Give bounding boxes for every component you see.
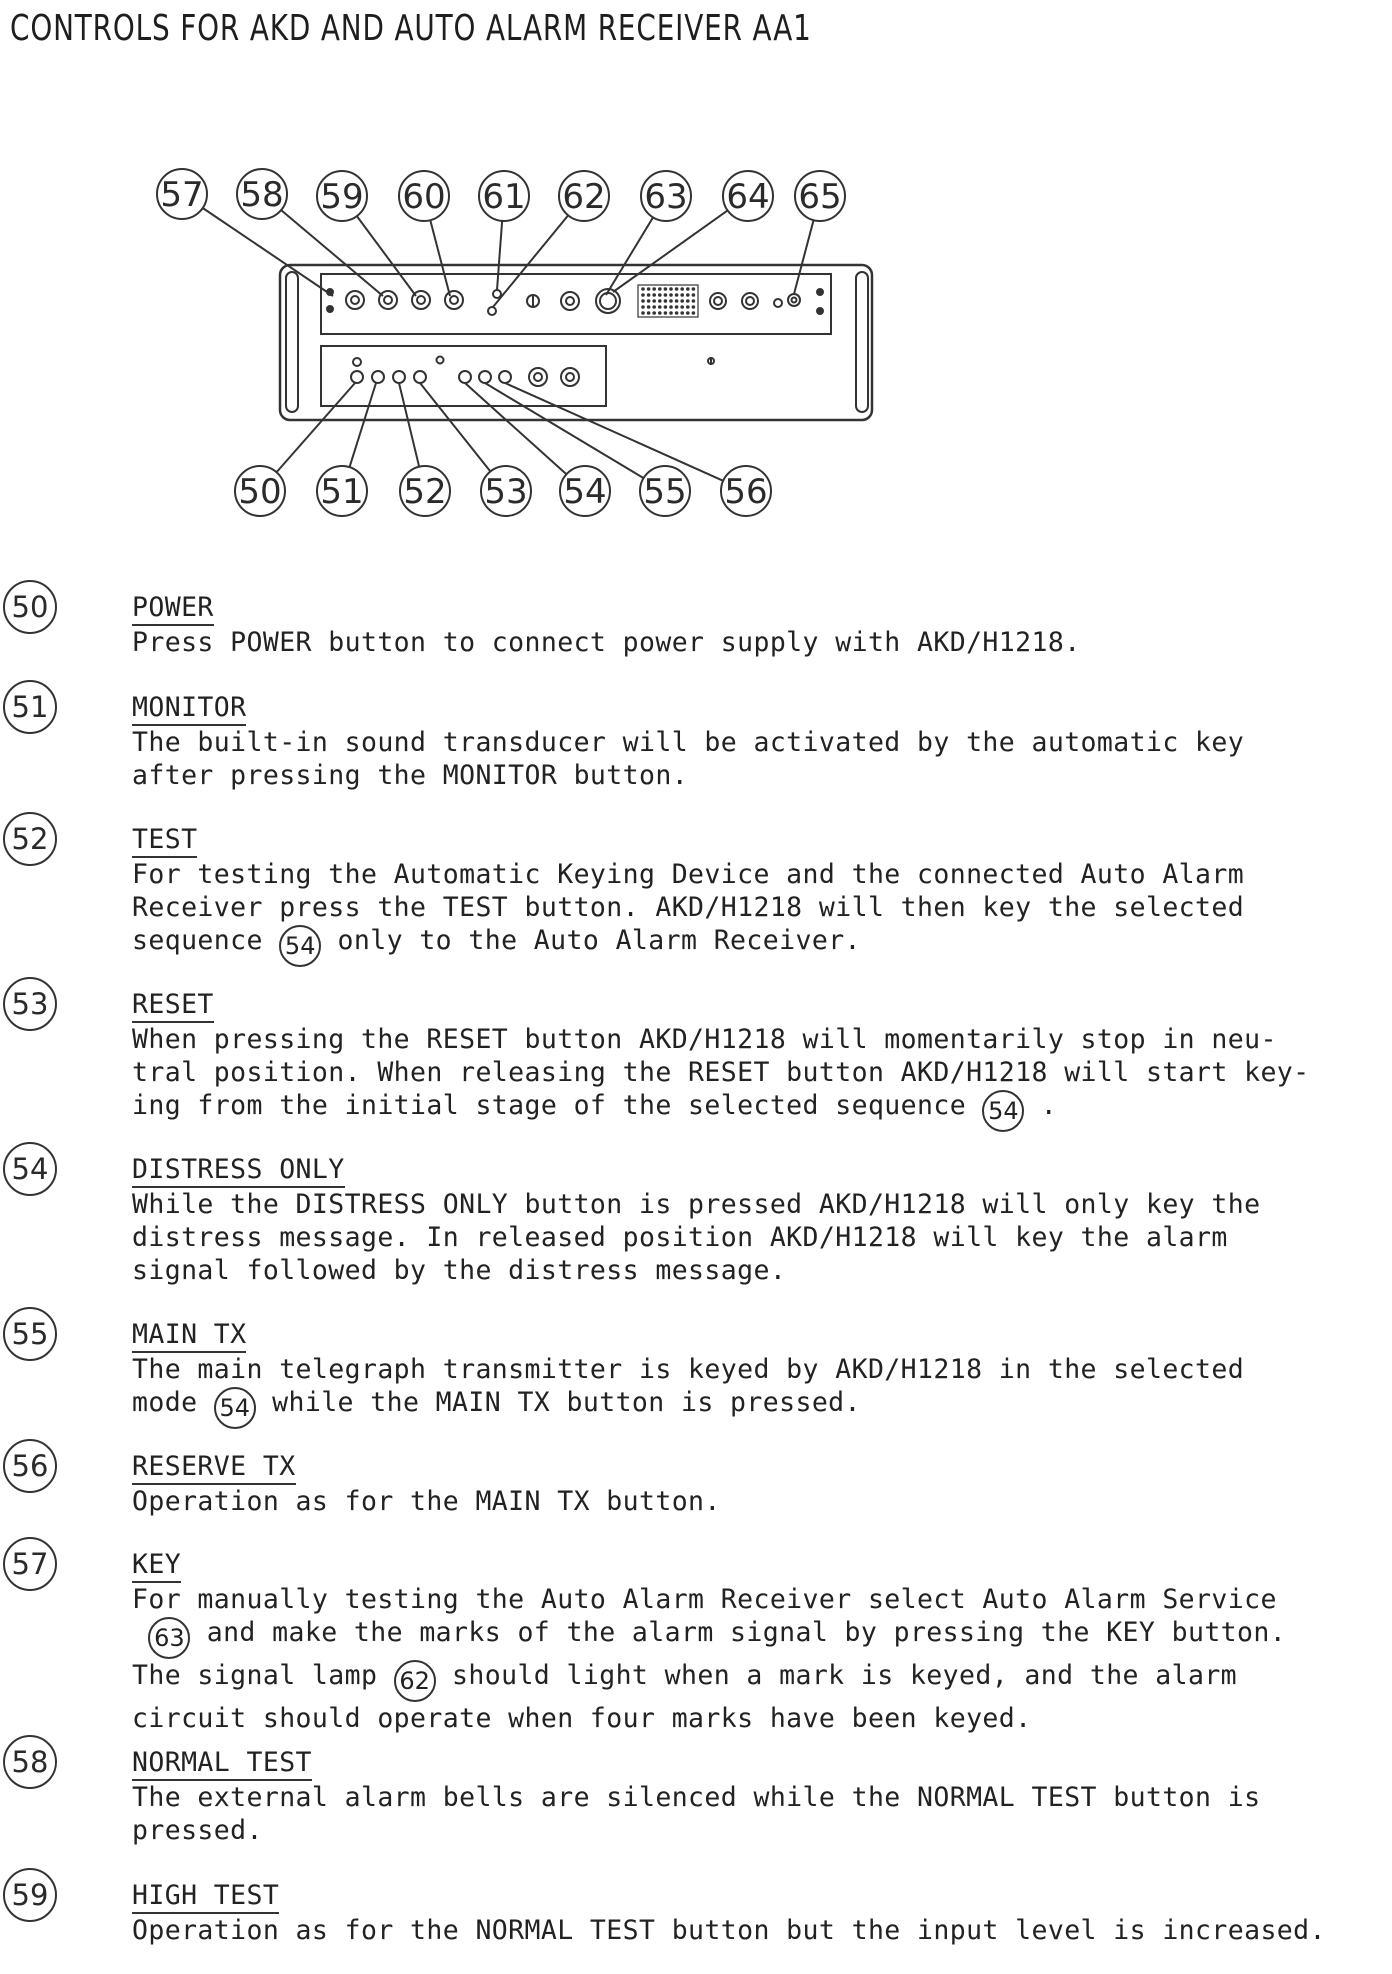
speaker-grille-hole <box>647 305 651 309</box>
callout-label-53: 53 <box>484 472 528 512</box>
speaker-grille-hole <box>680 305 684 309</box>
speaker-grille-hole <box>675 305 679 309</box>
description-line: The external alarm bells are silenced while the NORMAL TEST button is <box>132 1782 1261 1813</box>
entry-title: DISTRESS ONLY <box>132 1155 345 1188</box>
speaker-grille-hole <box>647 293 651 297</box>
entry-title: NORMAL TEST <box>132 1748 312 1781</box>
text-segment: should light when a mark is keyed, and the alarm <box>435 1660 1238 1691</box>
entry-description <box>132 626 1372 659</box>
speaker-grille-hole <box>680 293 684 297</box>
callout-label-54: 54 <box>563 472 607 512</box>
description-line: after pressing the MONITOR button. <box>132 760 689 791</box>
speaker-grille-hole <box>647 311 651 315</box>
entry-description <box>132 1914 1372 1947</box>
entry-title: TEST <box>132 825 197 858</box>
speaker-grille-hole <box>652 287 656 291</box>
entry-number-badge: 58 <box>3 1735 57 1789</box>
callout-leader-54 <box>465 383 566 474</box>
callout-leader-55 <box>485 383 644 478</box>
cross-reference-62: 62 <box>394 1660 436 1702</box>
text-segment: only to the Auto Alarm Receiver. <box>321 925 861 956</box>
callout-leader-59 <box>357 216 416 296</box>
speaker-grille-hole <box>658 311 662 315</box>
callout-leader-56 <box>505 383 723 481</box>
entry-number-badge: 53 <box>3 977 57 1031</box>
speaker-grille-hole <box>675 287 679 291</box>
speaker-grille-hole <box>675 293 679 297</box>
entry-title: MAIN TX <box>132 1320 246 1353</box>
callout-label-65: 65 <box>798 177 842 217</box>
description-line <box>132 1659 1372 1702</box>
callout-leader-57 <box>203 208 333 296</box>
speaker-grille-hole <box>664 311 668 315</box>
description-line: pressed. <box>132 1815 263 1846</box>
entry-title: RESET <box>132 990 214 1023</box>
bottom-callout-52 <box>400 466 450 516</box>
callout-leader-62 <box>493 215 568 307</box>
callout-label-63: 63 <box>644 177 688 217</box>
callout-leader-63 <box>606 217 653 295</box>
description-line: For manually testing the Auto Alarm Receiver select Auto Alarm Service <box>132 1584 1277 1615</box>
speaker-grille-hole <box>641 287 645 291</box>
callout-label-62: 62 <box>562 177 606 217</box>
cross-reference-54: 54 <box>279 925 321 967</box>
speaker-grille-hole <box>652 305 656 309</box>
callout-leader-50 <box>277 383 355 472</box>
speaker-grille-hole <box>669 305 673 309</box>
bottom-callout-55 <box>640 466 690 516</box>
speaker-grille-hole <box>669 311 673 315</box>
top-callout-65 <box>795 171 845 221</box>
top-callout-57 <box>157 169 207 219</box>
speaker-grille-hole <box>680 311 684 315</box>
entry-title: RESERVE TX <box>132 1452 296 1485</box>
cross-reference-63: 63 <box>148 1617 190 1659</box>
entry-number-badge: 52 <box>3 812 57 866</box>
speaker-grille-hole <box>664 305 668 309</box>
description-line: The built-in sound transducer will be activated by the automatic key <box>132 727 1245 758</box>
speaker-grille-hole <box>680 299 684 303</box>
callout-leader-51 <box>350 383 376 467</box>
entry-number-badge: 55 <box>3 1307 57 1361</box>
speaker-grille-hole <box>692 287 696 291</box>
speaker-grille-hole <box>692 299 696 303</box>
speaker-grille-hole <box>641 299 645 303</box>
speaker-grille-hole <box>664 287 668 291</box>
speaker-grille-hole <box>675 311 679 315</box>
entry-description <box>132 1781 1372 1847</box>
speaker-grille-hole <box>641 305 645 309</box>
text-segment: The signal lamp <box>132 1660 394 1691</box>
callout-label-56: 56 <box>724 472 768 512</box>
callout-leader-61 <box>497 221 502 290</box>
bottom-callout-56 <box>721 466 771 516</box>
description-line: For testing the Automatic Keying Device and the connected Auto Alarm <box>132 859 1245 890</box>
entry-number-badge: 54 <box>3 1142 57 1196</box>
description-line: While the DISTRESS ONLY button is pressed AKD/H1218 will only key the <box>132 1189 1261 1220</box>
text-segment: . <box>1024 1090 1058 1121</box>
speaker-grille-hole <box>686 293 690 297</box>
callout-leader-58 <box>281 210 383 296</box>
entry-title: KEY <box>132 1550 181 1583</box>
speaker-grille-hole <box>647 287 651 291</box>
top-callout-59 <box>317 171 367 221</box>
bottom-callout-51 <box>317 466 367 516</box>
callout-label-51: 51 <box>320 472 364 512</box>
speaker-grille-hole <box>664 299 668 303</box>
speaker-grille-hole <box>652 311 656 315</box>
callout-label-59: 59 <box>320 177 364 217</box>
entry-description <box>132 858 1372 967</box>
entry-description <box>132 1583 1372 1735</box>
description-line: When pressing the RESET button AKD/H1218 will momentarily stop in neu- <box>132 1024 1277 1055</box>
speaker-grille-hole <box>658 293 662 297</box>
top-callout-58 <box>237 169 287 219</box>
speaker-grille-hole <box>658 305 662 309</box>
callout-label-60: 60 <box>402 177 446 217</box>
bottom-callout-50 <box>235 466 285 516</box>
speaker-grille-hole <box>686 311 690 315</box>
upper-panel-controls <box>327 285 823 365</box>
description-line <box>132 1089 1372 1132</box>
text-segment: and make the marks of the alarm signal by pressing the KEY button. <box>190 1617 1287 1648</box>
entry-number-badge: 51 <box>3 680 57 734</box>
entry-description <box>132 726 1372 792</box>
description-line: Operation as for the NORMAL TEST button but the input level is increased. <box>132 1915 1326 1946</box>
entry-description <box>132 1188 1372 1287</box>
callout-label-50: 50 <box>238 472 282 512</box>
speaker-grille-hole <box>658 287 662 291</box>
top-callout-64 <box>723 171 773 221</box>
entry-number-badge: 59 <box>3 1868 57 1922</box>
speaker-grille-hole <box>692 305 696 309</box>
callout-leader-60 <box>430 220 450 296</box>
speaker-grille-hole <box>641 311 645 315</box>
callout-label-55: 55 <box>643 472 687 512</box>
description-line: Operation as for the MAIN TX button. <box>132 1486 721 1517</box>
speaker-grille-hole <box>686 287 690 291</box>
speaker-grille-hole <box>692 293 696 297</box>
speaker-grille-hole <box>652 293 656 297</box>
entry-description <box>132 1485 1372 1518</box>
top-callout-63 <box>641 171 691 221</box>
entry-description <box>132 1353 1372 1429</box>
speaker-grille-hole <box>692 311 696 315</box>
lower-panel-controls <box>351 357 579 387</box>
speaker-grille-hole <box>669 287 673 291</box>
callout-label-61: 61 <box>482 177 526 217</box>
panel-diagram <box>0 0 1392 540</box>
cross-reference-54: 54 <box>982 1090 1024 1132</box>
description-line: Press POWER button to connect power supply with AKD/H1218. <box>132 627 1081 658</box>
page-title: CONTROLS FOR AKD AND AUTO ALARM RECEIVER AA1 <box>10 8 812 49</box>
top-callout-60 <box>399 171 449 221</box>
entry-number-badge: 50 <box>3 580 57 634</box>
speaker-grille-hole <box>669 293 673 297</box>
device-chassis <box>280 265 872 420</box>
description-line: tral position. When releasing the RESET button AKD/H1218 will start key- <box>132 1057 1310 1088</box>
callout-label-58: 58 <box>240 175 284 215</box>
cross-reference-54: 54 <box>214 1387 256 1429</box>
text-segment: while the MAIN TX button is pressed. <box>255 1387 861 1418</box>
entry-number-badge: 56 <box>3 1439 57 1493</box>
text-segment: mode <box>132 1387 214 1418</box>
description-line <box>132 1616 1372 1659</box>
description-line: The main telegraph transmitter is keyed by AKD/H1218 in the selected <box>132 1354 1245 1385</box>
speaker-grille-hole <box>680 287 684 291</box>
callout-label-52: 52 <box>403 472 447 512</box>
bottom-callout-54 <box>560 466 610 516</box>
entry-number-badge: 57 <box>3 1537 57 1591</box>
speaker-grille-hole <box>675 299 679 303</box>
description-line <box>132 1386 1372 1429</box>
callout-leader-64 <box>613 210 728 292</box>
entry-title: MONITOR <box>132 693 246 726</box>
top-callout-62 <box>559 171 609 221</box>
callout-leader-52 <box>399 383 419 467</box>
text-segment: ing from the initial stage of the selected sequence <box>132 1090 983 1121</box>
description-line: signal followed by the distress message. <box>132 1255 787 1286</box>
speaker-grille-hole <box>669 299 673 303</box>
entry-title: HIGH TEST <box>132 1881 279 1914</box>
description-line: Receiver press the TEST button. AKD/H1218 will then key the selected <box>132 892 1245 923</box>
description-line: circuit should operate when four marks have been keyed. <box>132 1703 1032 1734</box>
callout-leader-65 <box>794 220 814 294</box>
speaker-grille-hole <box>664 293 668 297</box>
speaker-grille-hole <box>641 293 645 297</box>
description-line <box>132 924 1372 967</box>
text-segment: sequence <box>132 925 280 956</box>
bottom-callout-53 <box>481 466 531 516</box>
callout-label-64: 64 <box>726 177 770 217</box>
speaker-grille-hole <box>647 299 651 303</box>
speaker-grille-hole <box>686 299 690 303</box>
callout-label-57: 57 <box>160 175 204 215</box>
speaker-grille-hole <box>658 299 662 303</box>
entry-description <box>132 1023 1372 1132</box>
description-line: distress message. In released position AKD/H1218 will key the alarm <box>132 1222 1228 1253</box>
text-segment <box>132 1617 148 1648</box>
entry-title: POWER <box>132 593 214 626</box>
speaker-grille-hole <box>686 305 690 309</box>
top-callout-61 <box>479 171 529 221</box>
speaker-grille-hole <box>652 299 656 303</box>
